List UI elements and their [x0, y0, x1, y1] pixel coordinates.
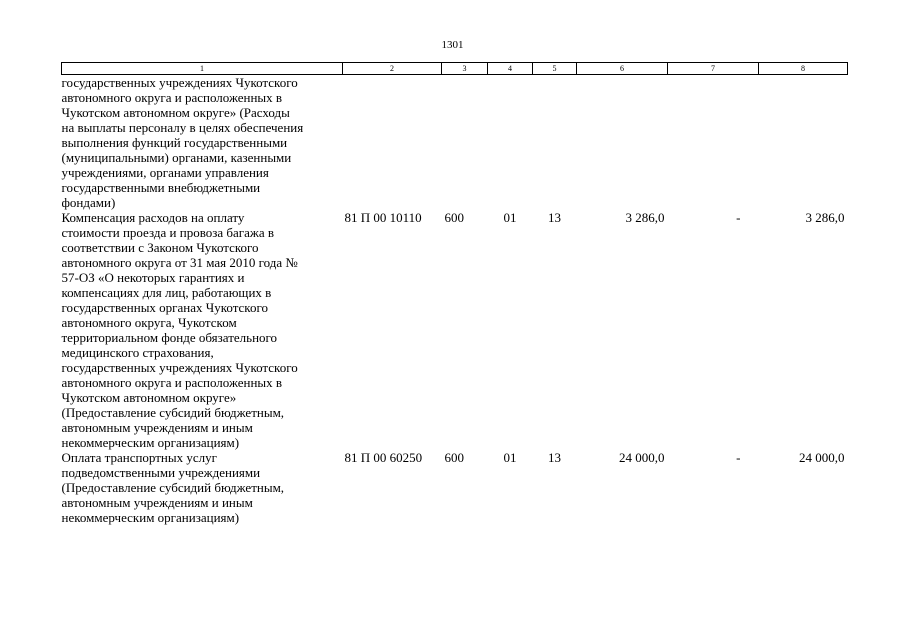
- row-subsection: 13: [548, 450, 561, 465]
- row-sum-col7: -: [736, 210, 741, 225]
- row-sum-col7: [668, 75, 759, 211]
- column-header-1: 1: [62, 63, 343, 75]
- column-header-5: 5: [533, 63, 577, 75]
- row-sum-col6: 24 000,0: [619, 450, 665, 465]
- row-description: Компенсация расходов на оплату стоимости проезда и провоза багажа в соответствии с Законом Чукотского автономного округа от 31 мая 2010 года № 57-ОЗ «О некоторых гарантиях и компенсациях для лиц, работающих в государственных органах Чукотского автономного округа, Чукотском территориальном фонде обязательного медицинского страхования, государственных учреждениях Чукотского автономного округа и расположенных в Чукотском автономном округе» (Предоставление субсидий бюджетным, автономным учреждениям и иным некоммерческим организациям): [61, 210, 298, 450]
- row-expense-type: 600: [444, 210, 464, 225]
- row-target-code: [343, 75, 442, 211]
- table-row: [62, 450, 848, 525]
- table-row: [62, 75, 848, 211]
- budget-table: [61, 62, 848, 525]
- budget-table-container: [61, 62, 847, 525]
- row-section: 01: [503, 210, 517, 225]
- row-sum-col8: [759, 75, 848, 211]
- table-row: [62, 210, 848, 450]
- row-sum-col8: 24 000,0: [799, 450, 845, 465]
- column-header-4: 4: [488, 63, 533, 75]
- row-expense-type: 600: [444, 450, 464, 465]
- row-sum-col7: -: [736, 450, 741, 465]
- row-subsection: 13: [548, 210, 561, 225]
- row-sum-col6: [577, 75, 668, 211]
- column-number-header-row: [62, 63, 848, 75]
- row-description: Оплата транспортных услуг подведомственными учреждениями (Предоставление субсидий бюджетным, автономным учреждениям и иным некоммерческим организациям): [61, 450, 285, 525]
- column-header-2: 2: [343, 63, 442, 75]
- row-target-code: 81 П 00 60250: [344, 450, 423, 465]
- column-header-6: 6: [577, 63, 668, 75]
- column-header-7: 7: [668, 63, 759, 75]
- column-header-3: 3: [442, 63, 488, 75]
- row-section: 01: [503, 450, 517, 465]
- column-header-8: 8: [759, 63, 848, 75]
- row-sum-col6: 3 286,0: [625, 210, 665, 225]
- row-description: государственных учреждениях Чукотского автономного округа и расположенных в Чукотском автономном округе» (Расходы на выплаты персоналу в целях обеспечения выполнения функций государственными (муниципальными) органами, казенными учреждениями, органами управления государственными внебюджетными фондами): [61, 75, 304, 210]
- row-target-code: 81 П 00 10110: [344, 210, 422, 225]
- row-subsection: [533, 75, 577, 211]
- row-section: [488, 75, 533, 211]
- page-number: 1301: [441, 39, 464, 51]
- row-sum-col8: 3 286,0: [805, 210, 845, 225]
- row-expense-type: [442, 75, 488, 211]
